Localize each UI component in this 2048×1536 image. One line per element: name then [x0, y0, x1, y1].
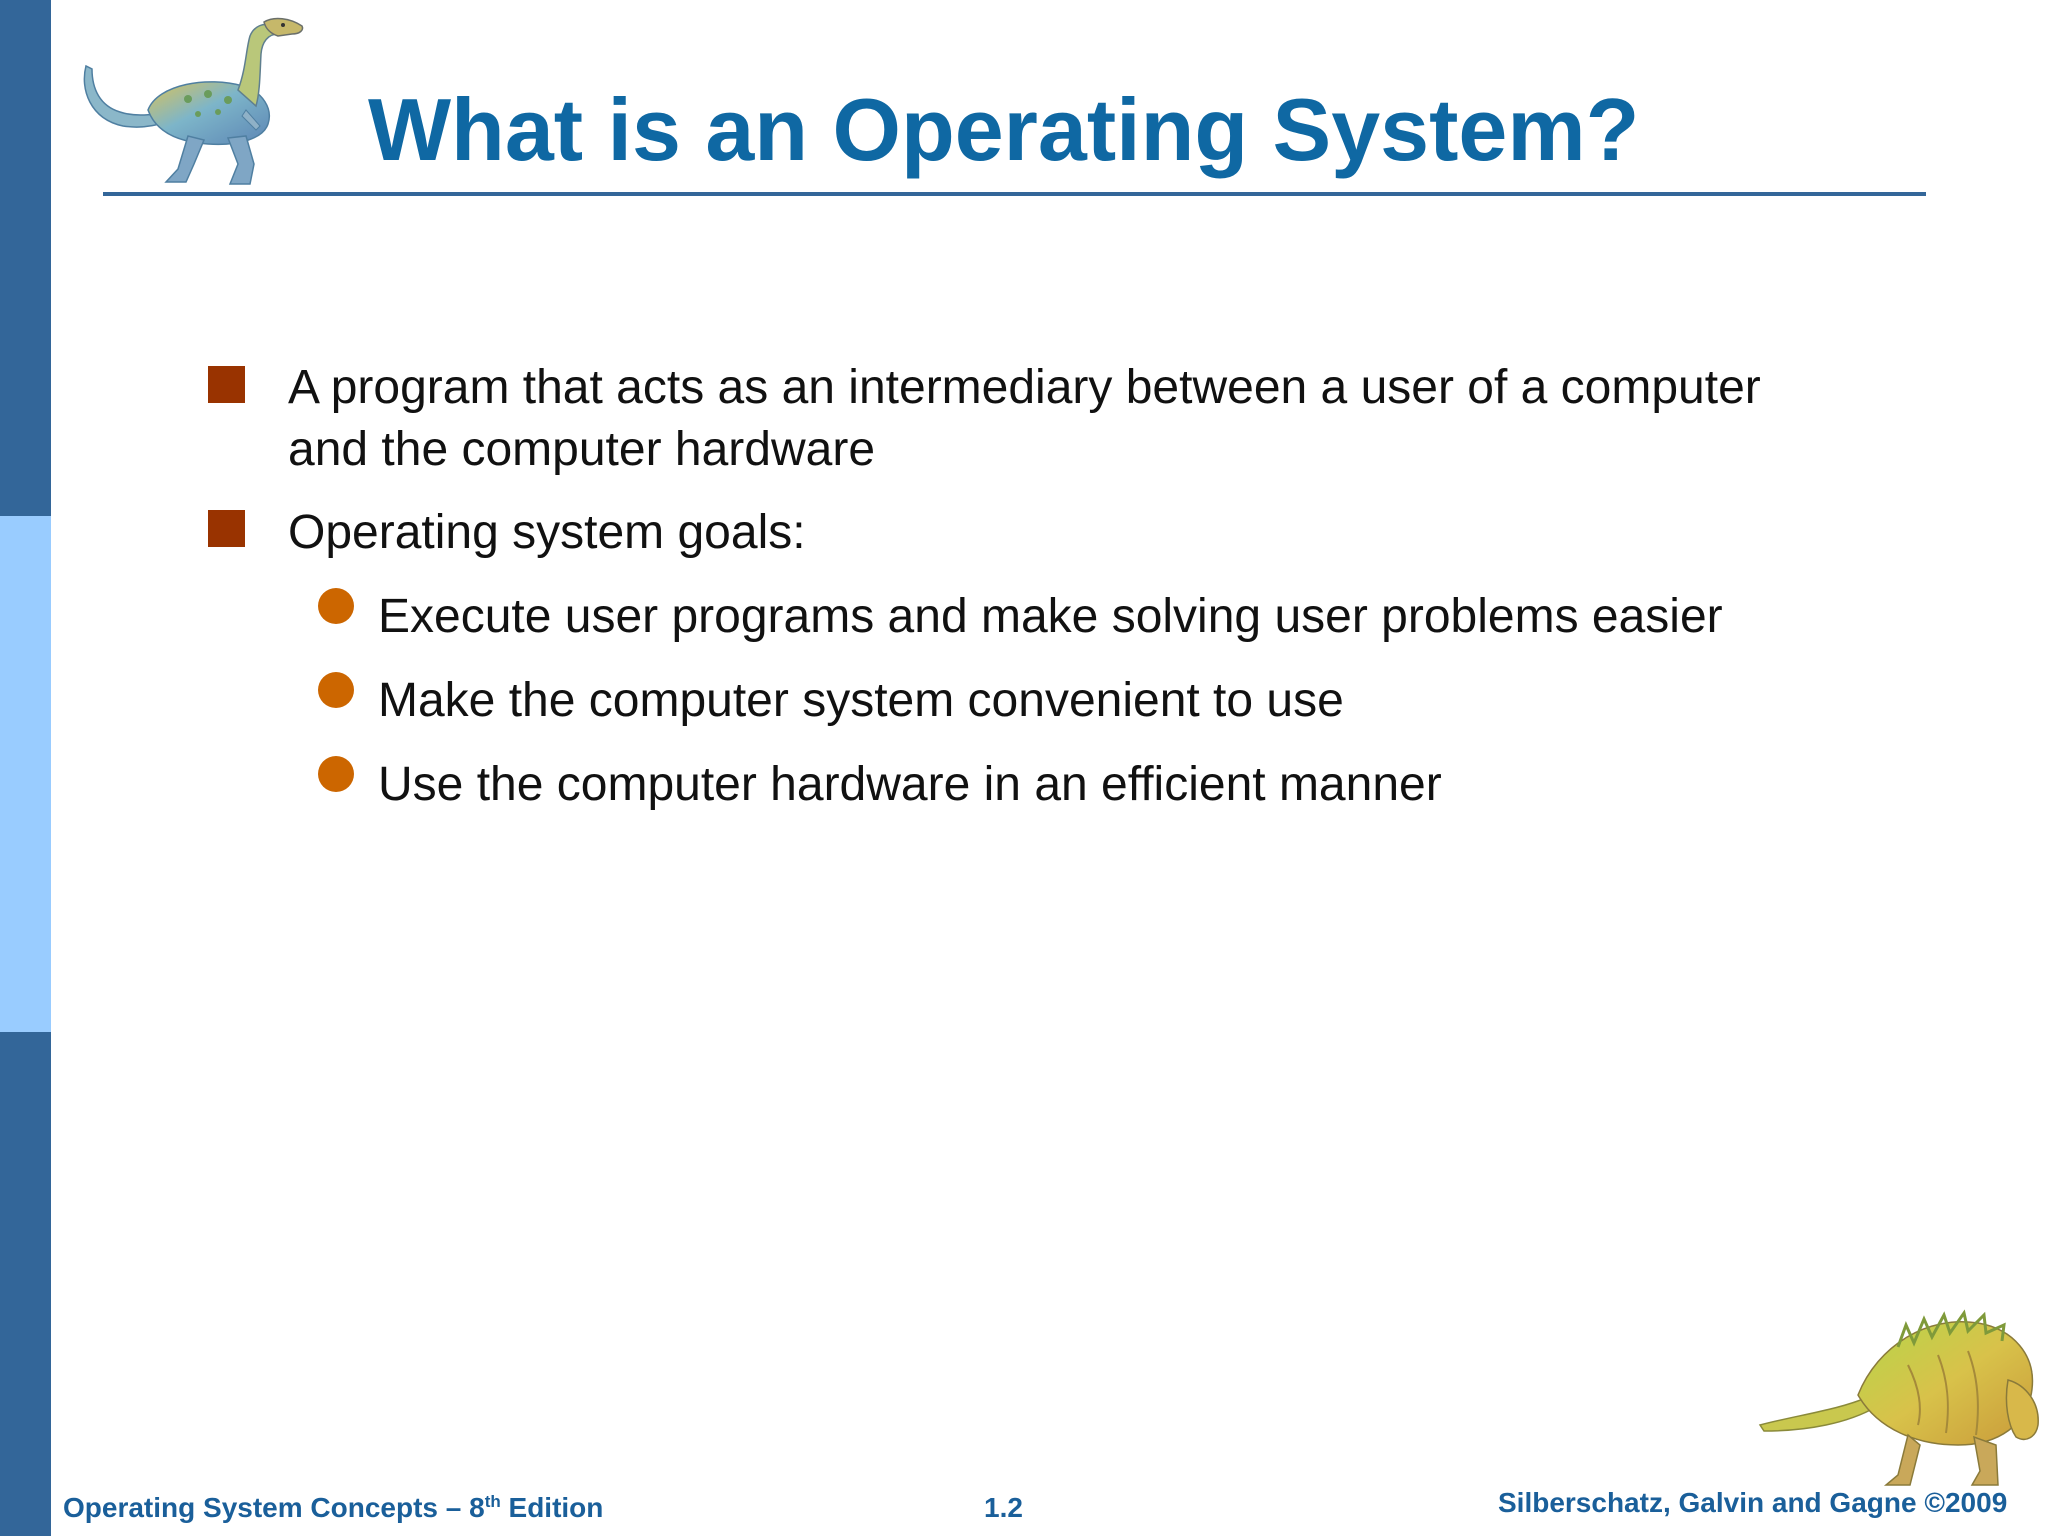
slide-title: What is an Operating System? [368, 80, 1640, 179]
title-underline [103, 192, 1926, 196]
footer-book-suffix: Edition [500, 1492, 604, 1523]
footer-edition-superscript: th [484, 1492, 501, 1511]
footer-book-title [63, 1492, 603, 1524]
bullet-1-line-1: A program that acts as an intermediary between a user of a computer [288, 361, 1761, 414]
round-bullet-icon [318, 756, 354, 792]
footer-page-number: 1.2 [984, 1492, 1023, 1523]
bullet-2-line-1: Operating system goals: [288, 506, 806, 559]
footer-copyright: Silberschatz, Galvin and Gagne ©2009 [1498, 1487, 2008, 1518]
sidebar-middle-segment [0, 516, 51, 1032]
dinosaur-logo-top [78, 14, 318, 192]
dinosaur-logo-bottom [1758, 1285, 2048, 1490]
square-bullet-icon [208, 366, 245, 403]
sub-bullet-3: Use the computer hardware in an efficient manner [378, 758, 1442, 811]
round-bullet-icon [318, 588, 354, 624]
sub-bullet-1: Execute user programs and make solving user problems easier [378, 590, 1723, 643]
bullet-1-line-2: and the computer hardware [288, 423, 876, 476]
footer-book-prefix: Operating System Concepts – 8 [63, 1492, 485, 1523]
sub-bullet-2: Make the computer system convenient to use [378, 674, 1344, 727]
sidebar-bottom-segment [0, 1032, 51, 1536]
sidebar-top-segment [0, 0, 51, 516]
square-bullet-icon [208, 510, 245, 547]
round-bullet-icon [318, 672, 354, 708]
